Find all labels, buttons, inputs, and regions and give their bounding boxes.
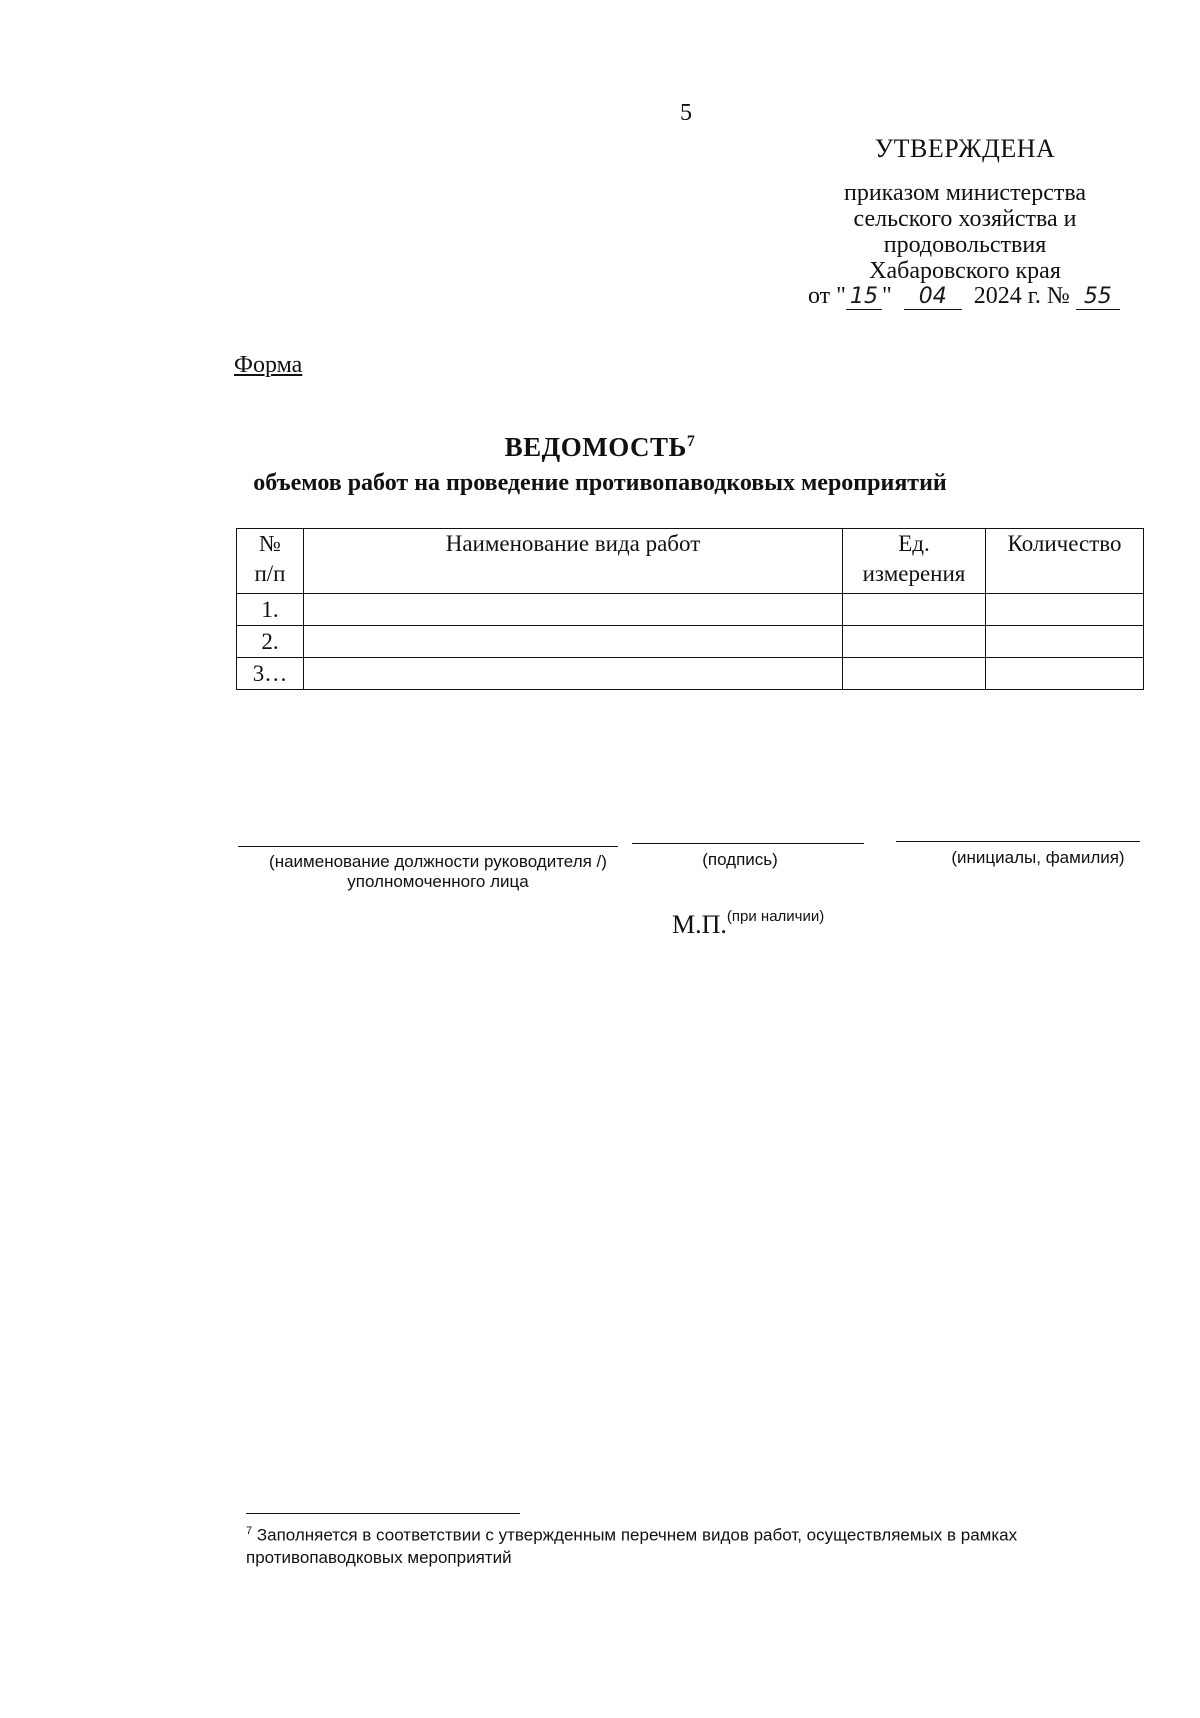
header-num (237, 529, 304, 594)
footnote-mark: 7 (246, 1525, 253, 1537)
row-num: 2. (237, 626, 304, 658)
date-month-handwritten: 04 (904, 284, 962, 310)
footnote-text: Заполняется в соответствии с утвержденным перечнем видов работ, осуществляемых в рамках противопаводковых мероприятий (246, 1525, 1018, 1567)
date-year: 2024 г. № (973, 283, 1070, 309)
header-num-line-2: п/п (254, 561, 286, 586)
approval-line-4: Хабаровского края (869, 258, 1061, 284)
position-caption-line-2: уполномоченного лица (347, 872, 529, 891)
table-row (237, 626, 1144, 658)
footnote (246, 1520, 1106, 1569)
row-name (304, 658, 843, 690)
approval-block (800, 136, 1130, 284)
form-label: Форма (234, 352, 303, 378)
date-prefix: от " (808, 283, 846, 309)
stamp-label: М.П. (672, 910, 727, 939)
position-line (238, 846, 618, 847)
name-line (896, 841, 1140, 842)
table-header-row (237, 529, 1144, 594)
stamp-note: (при наличии) (726, 908, 825, 925)
signature-line (632, 843, 864, 844)
position-caption-line-1: (наименование должности руководителя /) (269, 852, 607, 871)
works-table (236, 528, 1144, 690)
name-caption: (инициалы, фамилия) (951, 848, 1125, 867)
approval-line-3: продовольствия (883, 232, 1047, 258)
approval-line-1: приказом министерства (843, 180, 1087, 206)
document-subtitle: объемов работ на проведение противопаводковых мероприятий (253, 470, 947, 496)
order-number-handwritten: 55 (1076, 284, 1120, 310)
row-unit (843, 594, 986, 626)
position-caption (248, 852, 628, 892)
row-qty (986, 658, 1144, 690)
table-row (237, 594, 1144, 626)
header-unit-line-1: Ед. (898, 531, 930, 556)
approval-title: УТВЕРЖДЕНА (874, 134, 1056, 163)
row-unit (843, 626, 986, 658)
approval-line-2: сельского хозяйства и (853, 206, 1077, 232)
header-name: Наименование вида работ (304, 529, 843, 594)
signature-caption: (подпись) (702, 850, 778, 869)
table-row (237, 658, 1144, 690)
document-title (0, 432, 1200, 463)
title-footnote-mark: 7 (686, 433, 696, 450)
row-num: 1. (237, 594, 304, 626)
approval-date (808, 283, 1120, 310)
date-quote-close: " (881, 283, 892, 309)
date-day-handwritten: 15 (846, 284, 882, 310)
document-title-main: ВЕДОМОСТЬ (504, 432, 687, 462)
row-name (304, 626, 843, 658)
row-unit (843, 658, 986, 690)
header-unit-line-2: измерения (862, 561, 966, 586)
row-qty (986, 594, 1144, 626)
header-unit (843, 529, 986, 594)
page-number: 5 (680, 100, 692, 126)
row-qty (986, 626, 1144, 658)
stamp-place (672, 908, 824, 940)
row-name (304, 594, 843, 626)
header-qty: Количество (986, 529, 1144, 594)
footnote-separator (246, 1513, 520, 1514)
row-num: 3… (237, 658, 304, 690)
header-num-line-1: № (259, 531, 281, 556)
